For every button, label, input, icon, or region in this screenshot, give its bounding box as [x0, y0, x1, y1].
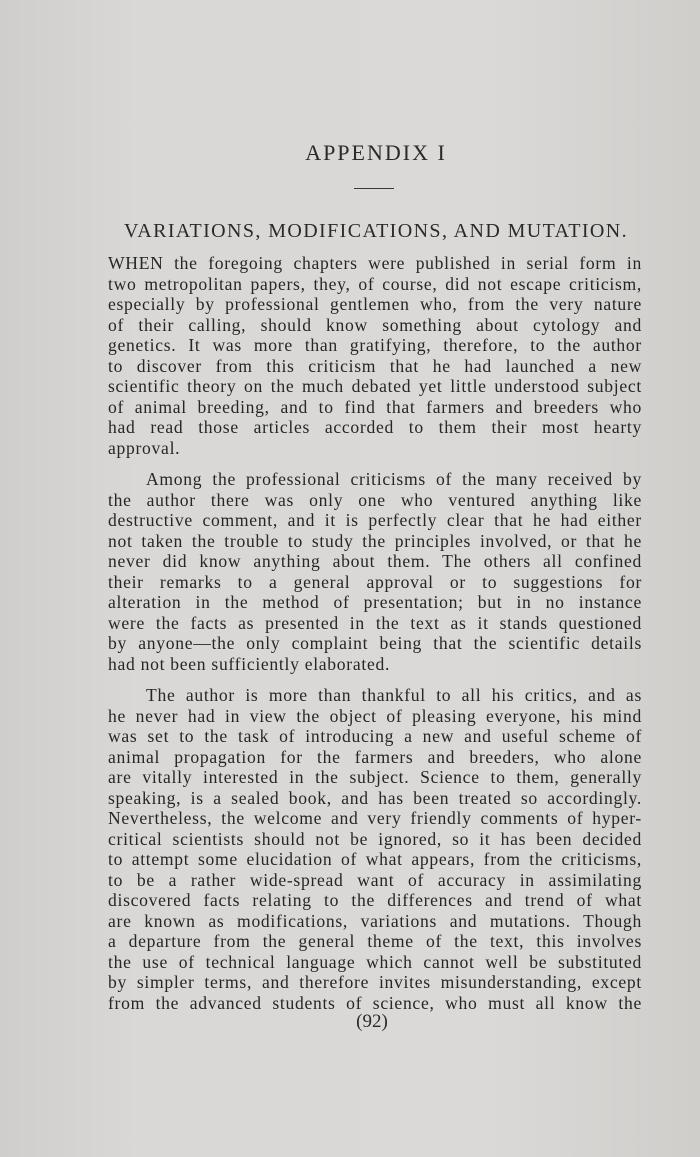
text-line: The author is more than thankful to all his critics, and as [146, 685, 642, 705]
text-line: the use of technical language which cannot well be substituted [108, 951, 642, 972]
body-text [108, 253, 642, 1013]
text-line: especially by professional gentlemen who, from the very nature [108, 294, 642, 314]
text-line: alteration in the method of presentation; but in no instance [108, 592, 642, 612]
text-line: a departure from the general theme of the text, this involves [108, 931, 642, 951]
text-line: destructive comment, and it is perfectly clear that he had either [108, 510, 642, 530]
text-line: to discover from this criticism that he had launched a new [108, 355, 642, 376]
text-line: by simpler terms, and therefore invites misunderstanding, except [108, 972, 642, 992]
text-line: was set to the task of introducing a new and useful scheme of [108, 726, 642, 746]
text-line: had not been sufficiently elaborated. [108, 653, 391, 674]
text-line: Among the professional criticisms of the many received by [146, 469, 642, 489]
text-line: discovered facts relating to the differences and trend of what [108, 890, 642, 910]
text-line: had read those articles accorded to them their most hearty [108, 417, 642, 437]
text-line: Nevertheless, the welcome and very friendly comments of hyper- [108, 808, 642, 828]
text-line: their remarks to a general approval or to suggestions for [108, 571, 642, 592]
text-line: to be a rather wide-spread want of accuracy in assimilating [108, 869, 642, 890]
text-line: speaking, is a sealed book, and has been treated so accordingly. [108, 787, 642, 808]
paragraph-3 [108, 685, 642, 1013]
text-line: not taken the trouble to study the principles involved, or that he [108, 530, 642, 551]
heading-rule [354, 188, 394, 189]
text-line: to attempt some elucidation of what appears, from the criticisms, [108, 849, 642, 869]
section-title: VARIATIONS, MODIFICATIONS, AND MUTATION. [123, 220, 629, 242]
text-line: were the facts as presented in the text as it stands questioned [108, 612, 642, 633]
text-line: are vitally interested in the subject. Science to them, generally [108, 767, 642, 787]
text-line: are known as modifications, variations and mutations. Though [108, 910, 642, 931]
text-line: never did know anything about them. The others all confined [108, 551, 642, 571]
page-number: (92) [356, 1011, 388, 1032]
text-line: the author there was only one who ventured anything like [108, 489, 642, 510]
text-line: by anyone—the only complaint being that the scientific details [108, 633, 642, 653]
text-line: scientific theory on the much debated yet little understood subject [108, 376, 642, 396]
text-line: he never had in view the object of pleasing everyone, his mind [108, 705, 642, 726]
text-line: genetics. It was more than gratifying, therefore, to the author [108, 335, 642, 355]
appendix-heading: APPENDIX I [305, 140, 447, 165]
text-line: animal propagation for the farmers and breeders, who alone [108, 746, 642, 767]
text-line: of animal breeding, and to find that farmers and breeders who [108, 396, 642, 417]
text-line: two metropolitan papers, they, of course, did not escape criticism, [108, 273, 642, 294]
text-line: of their calling, should know something about cytology and [108, 314, 642, 335]
paragraph-1 [108, 253, 642, 458]
text-line: from the advanced students of science, who must all know the [108, 992, 642, 1013]
text-line: critical scientists should not be ignored, so it has been decided [108, 828, 642, 849]
text-line: approval. [108, 437, 181, 458]
text-line: WHEN the foregoing chapters were published in serial form in [108, 253, 642, 273]
paragraph-2 [108, 469, 642, 674]
